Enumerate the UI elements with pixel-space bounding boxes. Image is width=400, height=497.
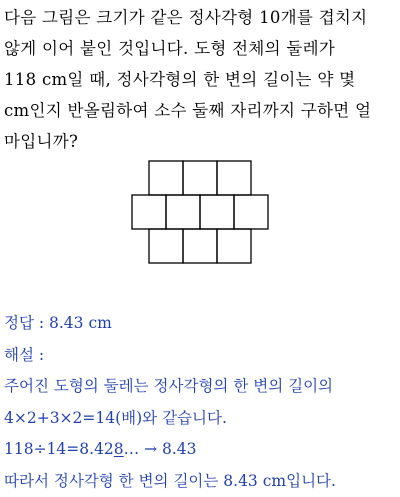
problem-text — [4, 2, 398, 157]
answer-line: 정답 : 8.43 cm — [4, 308, 398, 340]
explanation-label: 해설 : — [4, 340, 398, 372]
squares-figure-svg — [130, 160, 270, 264]
answer-section — [4, 308, 398, 497]
problem-line: 않게 이어 붙인 것입니다. 도형 전체의 둘레가 — [4, 33, 398, 64]
explanation-calculation — [4, 434, 398, 466]
problem-line: 다음 그림은 크기가 같은 정사각형 10개를 겹치지 — [4, 2, 398, 33]
problem-line: cm인지 반올림하여 소수 둘째 자리까지 구하면 얼 — [4, 95, 398, 126]
explanation-conclusion: 따라서 정사각형 한 변의 길이는 8.43 cm입니다. — [4, 466, 398, 497]
explanation-line: 4×2+3×2=14(배)와 같습니다. — [4, 403, 398, 435]
square — [217, 161, 251, 195]
explanation-line: 주어진 도형의 둘레는 정사각형의 한 변의 길이의 — [4, 371, 398, 403]
square — [149, 161, 183, 195]
problem-line: 마입니까? — [4, 126, 398, 157]
calc-post: … → 8.43 — [124, 440, 197, 458]
square — [149, 229, 183, 263]
square — [183, 229, 217, 263]
square — [234, 195, 268, 229]
square — [200, 195, 234, 229]
square — [217, 229, 251, 263]
square — [183, 161, 217, 195]
squares-figure — [130, 160, 270, 264]
calc-underlined-digit: 8 — [114, 440, 124, 458]
square — [132, 195, 166, 229]
square — [166, 195, 200, 229]
problem-line: 118 cm일 때, 정사각형의 한 변의 길이는 약 몇 — [4, 64, 398, 95]
calc-pre: 118÷14=8.42 — [4, 440, 114, 458]
